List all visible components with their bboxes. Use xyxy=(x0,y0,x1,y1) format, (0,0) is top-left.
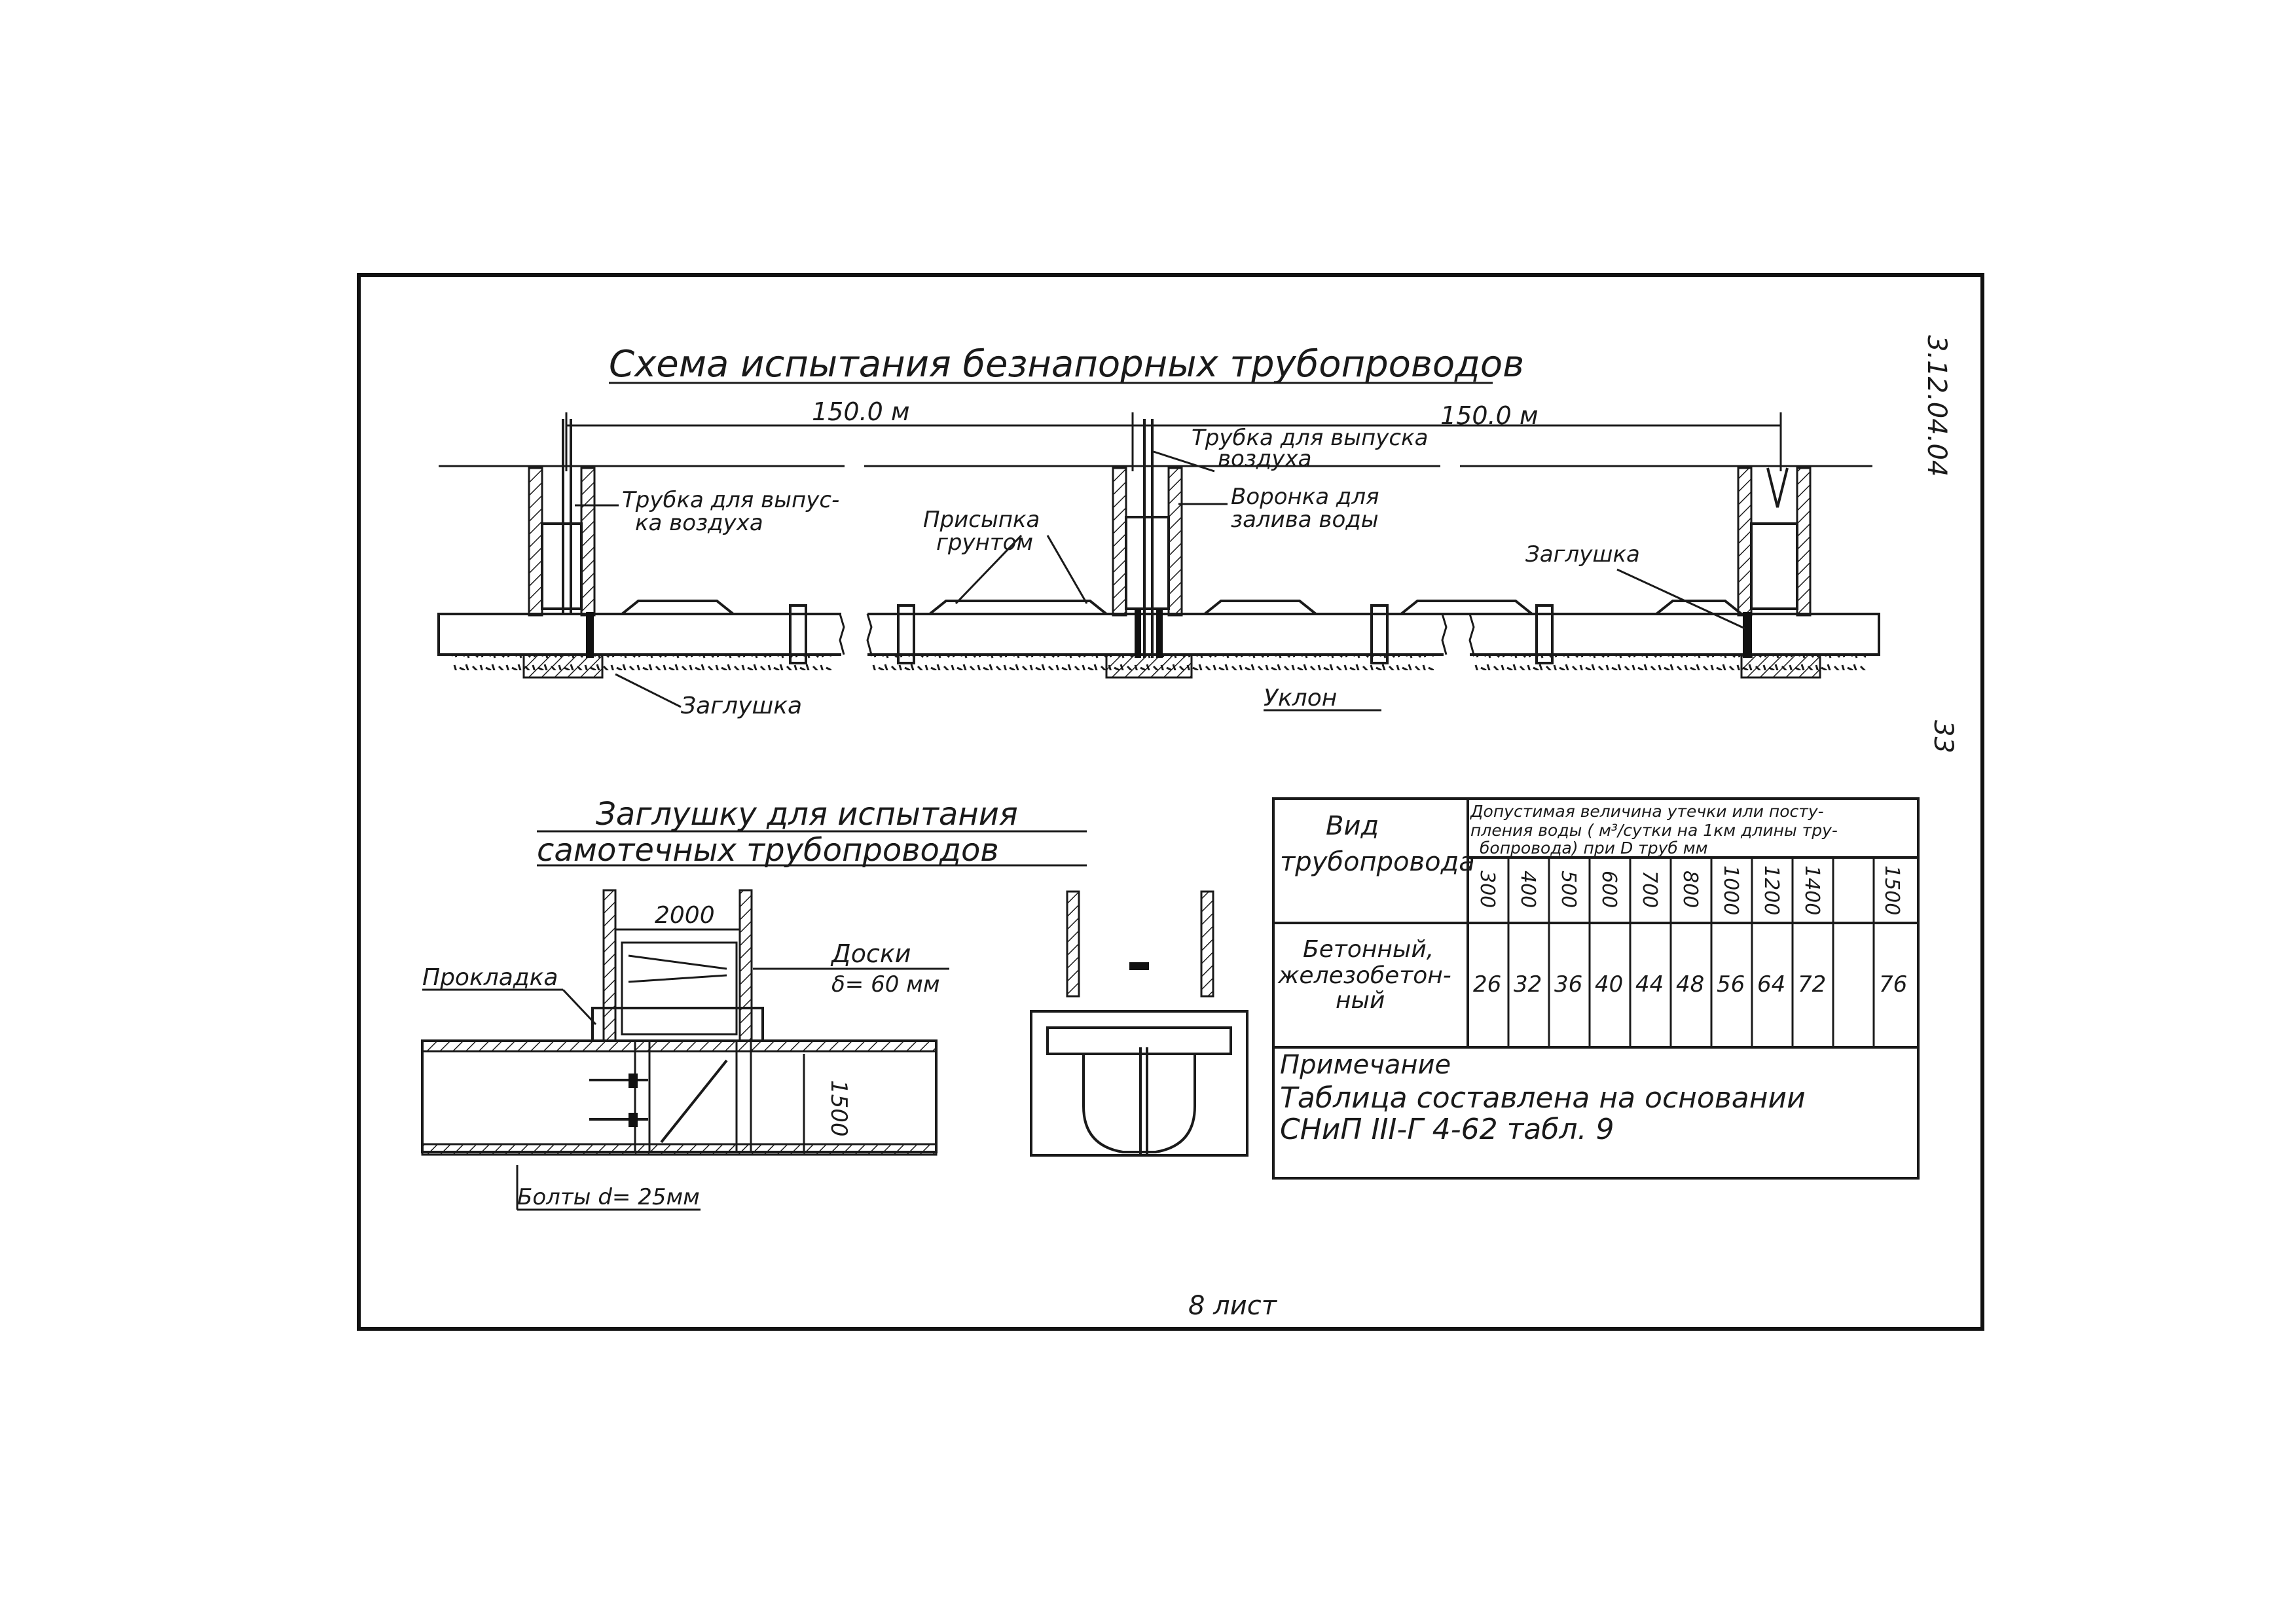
label-gasket: Прокладка xyxy=(422,964,558,991)
label-backfill-1: Присыпка xyxy=(923,507,1040,533)
table-row-type-2: железобетон- xyxy=(1278,962,1451,989)
diameter-cell: 1400 xyxy=(1800,865,1823,916)
plug-detail xyxy=(422,796,1247,1210)
label-funnel-1: Воронка для xyxy=(1231,484,1379,510)
inspection-well-mid xyxy=(1106,419,1192,677)
table-row-type-3: ный xyxy=(1336,987,1385,1014)
label-air-tube-left-2: ка воздуха xyxy=(635,510,763,536)
value-cell: 44 xyxy=(1635,971,1664,998)
sheet-label: 8 лист xyxy=(1188,1291,1277,1321)
label-funnel-2: залива воды xyxy=(1231,507,1379,533)
page-number: 33 xyxy=(1928,720,1958,753)
table-row-type-1: Бетонный, xyxy=(1303,936,1434,963)
label-air-tube-mid-2: воздуха xyxy=(1218,446,1312,472)
table-note-line-1: Таблица составлена на основании xyxy=(1280,1081,1806,1115)
diameter-cell: 1200 xyxy=(1760,865,1783,916)
inspection-well-right xyxy=(1738,468,1820,677)
dim-side: 1500 xyxy=(826,1080,852,1137)
value-cell: 76 xyxy=(1879,971,1908,998)
label-boards-1: Доски xyxy=(831,939,911,968)
table-group-header-1: Допустимая величина утечки или посту- xyxy=(1470,802,1824,821)
value-cell: 56 xyxy=(1717,971,1745,998)
dimension-lines xyxy=(566,397,1781,471)
table-col-type-2: трубопровода xyxy=(1280,847,1475,877)
dim-left: 150.0 м xyxy=(812,397,910,426)
backfill-mound xyxy=(622,601,733,614)
diameter-cell: 700 xyxy=(1638,871,1661,909)
value-cell: 72 xyxy=(1798,971,1827,998)
value-cell: 48 xyxy=(1676,971,1705,998)
dim-top: 2000 xyxy=(655,902,715,929)
table-group-header-2: пления воды ( м³/сутки на 1км длины тру- xyxy=(1470,821,1838,840)
value-cell: 26 xyxy=(1473,971,1502,998)
table-col-type-1: Вид xyxy=(1326,811,1379,841)
diameter-cell: 600 xyxy=(1597,871,1620,909)
diameter-cell: 300 xyxy=(1476,871,1499,909)
diameter-cell: 1000 xyxy=(1719,865,1742,916)
label-boards-2: δ= 60 мм xyxy=(831,971,940,998)
label-air-tube-left-1: Трубка для выпус- xyxy=(622,487,840,513)
inspection-well-left xyxy=(524,419,602,677)
leak-table xyxy=(1273,799,1918,1178)
diameter-cell: 800 xyxy=(1679,871,1702,909)
doc-code: 3.12.04.04 xyxy=(1922,335,1952,477)
diameter-cell: 1500 xyxy=(1880,865,1903,916)
plug-left xyxy=(586,612,594,658)
label-air-tube-mid-1: Трубка для выпуска xyxy=(1192,425,1429,451)
value-cell: 36 xyxy=(1554,971,1583,998)
table-group-header-3: бопровода) при D труб мм xyxy=(1480,839,1708,857)
label-plug-bottom: Заглушка xyxy=(681,693,803,719)
table-note-title: Примечание xyxy=(1280,1050,1451,1080)
scheme-title: Схема испытания безнапорных трубопроводов xyxy=(609,343,1525,386)
bolts xyxy=(589,1074,648,1127)
label-plug-right: Заглушка xyxy=(1525,541,1640,568)
plug-title-1: Заглушку для испытания xyxy=(596,796,1018,833)
backfill-mound xyxy=(1205,601,1316,614)
plug-right xyxy=(1743,612,1752,658)
table-values-row xyxy=(1473,971,1907,998)
plug-title-2: самотечных трубопроводов xyxy=(537,832,999,869)
label-bolts: Болты d= 25мм xyxy=(517,1184,700,1210)
plug-cross-section xyxy=(1031,892,1247,1155)
table-note-line-2: СНиП III-Г 4-62 табл. 9 xyxy=(1280,1113,1614,1146)
dim-right: 150.0 м xyxy=(1440,401,1539,430)
diameter-cell: 400 xyxy=(1516,871,1539,909)
value-cell: 40 xyxy=(1595,971,1624,998)
value-cell: 64 xyxy=(1757,971,1786,998)
water-funnel xyxy=(1768,468,1787,507)
table-diameter-headers xyxy=(1476,865,1903,915)
diameter-cell: 500 xyxy=(1557,871,1580,909)
label-backfill-2: грунтом xyxy=(936,530,1034,556)
test-scheme xyxy=(439,343,1879,719)
label-slope: Уклон xyxy=(1264,685,1338,712)
value-cell: 32 xyxy=(1514,971,1542,998)
